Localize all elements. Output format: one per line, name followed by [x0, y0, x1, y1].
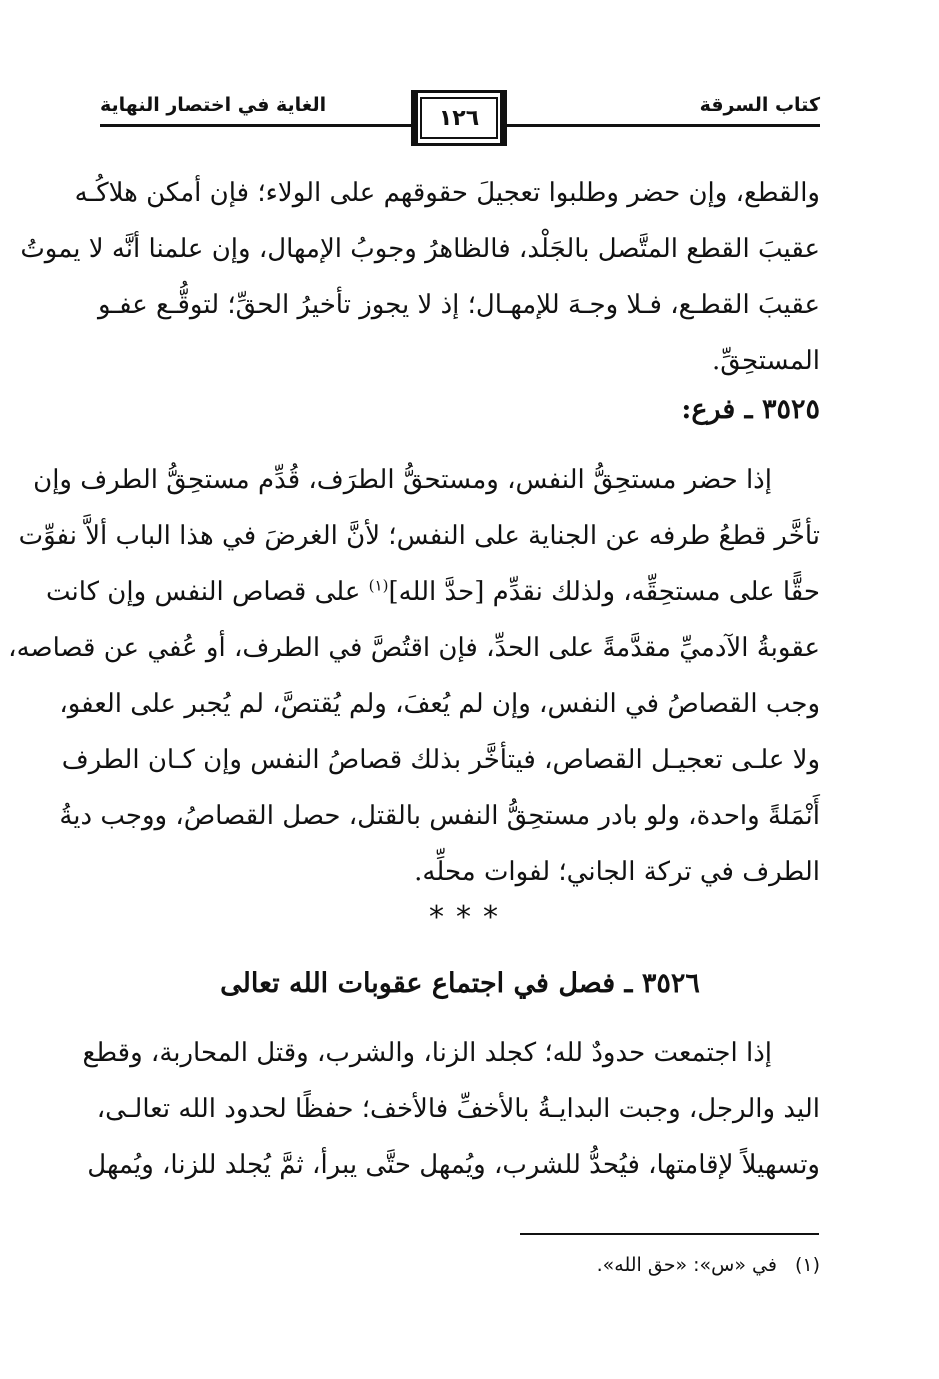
footnote-number: (١) — [794, 1254, 820, 1276]
text-segment: حقًّا على مستحِقِّه، ولذلك نقدِّم [حدَّ الله] — [388, 577, 820, 607]
section-divider-stars: *** — [429, 900, 510, 935]
branch-heading: ٣٥٢٥ ـ فرع: — [681, 394, 820, 425]
text-line: عقيبَ القطـع، فـلا وجـهَ للإمهـال؛ إذ لا يجوز تأخيرُ الحقِّ؛ لتوقُّـع عفـو — [98, 290, 820, 320]
paragraph-3 — [82, 1025, 820, 1193]
footnote-marker: (١) — [368, 576, 389, 595]
running-title-book: كتاب السرقة — [699, 94, 820, 116]
footnote — [597, 1248, 820, 1282]
text-line: عقوبةُ الآدميِّ مقدَّمةً على الحدِّ، فإن اقتُصَّ في الطرف، أو عُفي عن قصاصه، — [8, 633, 820, 663]
text-line: أَنْمَلةً واحدة، ولو بادر مستحِقُّ النفس بالقتل، حصل القصاصُ، ووجب ديةُ — [59, 801, 820, 831]
page-header — [100, 88, 820, 158]
text-line: إذا حضر مستحِقُّ النفس، ومستحقُّ الطرَف، قُدِّم مستحِقُّ الطرف وإن — [33, 465, 772, 495]
text-line: تأخَّر قطعُ طرفه عن الجناية على النفس؛ لأنَّ الغرضَ في هذا الباب ألاَّ نفوِّت — [18, 521, 820, 551]
text-line: وتسهيلاً لإقامتها، فيُحدُّ للشرب، ويُمهل حتَّى يبرأ، ثمَّ يُجلد للزنا، ويُمهل — [87, 1150, 820, 1180]
text-segment: على قصاص النفس وإن كانت — [45, 577, 361, 607]
text-line: والقطع، وإن حضر وطلبوا تعجيلَ حقوقهم على الولاء؛ فإن أمكن هلاكُـه — [74, 178, 820, 208]
text-line: عقيبَ القطع المتَّصل بالجَلْد، فالظاهرُ وجوبُ الإمهال، وإن علمنا أنَّه لا يموتُ — [20, 234, 820, 264]
text-line: اليد والرجل، وجبت البدايـةُ بالأخفِّ فالأخف؛ حفظًا لحدود الله تعالـى، — [96, 1094, 820, 1124]
text-line: وجب القصاصُ في النفس، وإن لم يُعفَ، ولم يُقتصَّ، لم يُجبر على العفو، — [59, 689, 820, 719]
text-line: الطرف في تركة الجاني؛ لفوات محلِّه. — [414, 857, 820, 887]
paragraph-2 — [8, 452, 820, 900]
text-line: المستحِقِّ. — [712, 346, 820, 376]
text-line: إذا اجتمعت حدودٌ لله؛ كجلد الزنا، والشرب، وقتل المحاربة، وقطع — [82, 1038, 772, 1068]
page-number: ١٢٦ — [438, 106, 480, 131]
section-heading: ٣٥٢٦ ـ فصل في اجتماع عقوبات الله تعالى — [220, 968, 700, 999]
text-line: ولا علـى تعجيـل القصاص، فيتأخَّر بذلك قصاصُ النفس وإن كـان الطرف — [61, 745, 820, 775]
footnote-text: في «س»: «حق الله». — [596, 1254, 777, 1276]
running-title-work: الغاية في اختصار النهاية — [100, 94, 327, 116]
paragraph-1 — [20, 165, 820, 389]
text-line — [45, 564, 820, 620]
page-number-frame — [411, 90, 507, 146]
footnote-separator — [520, 1233, 819, 1235]
